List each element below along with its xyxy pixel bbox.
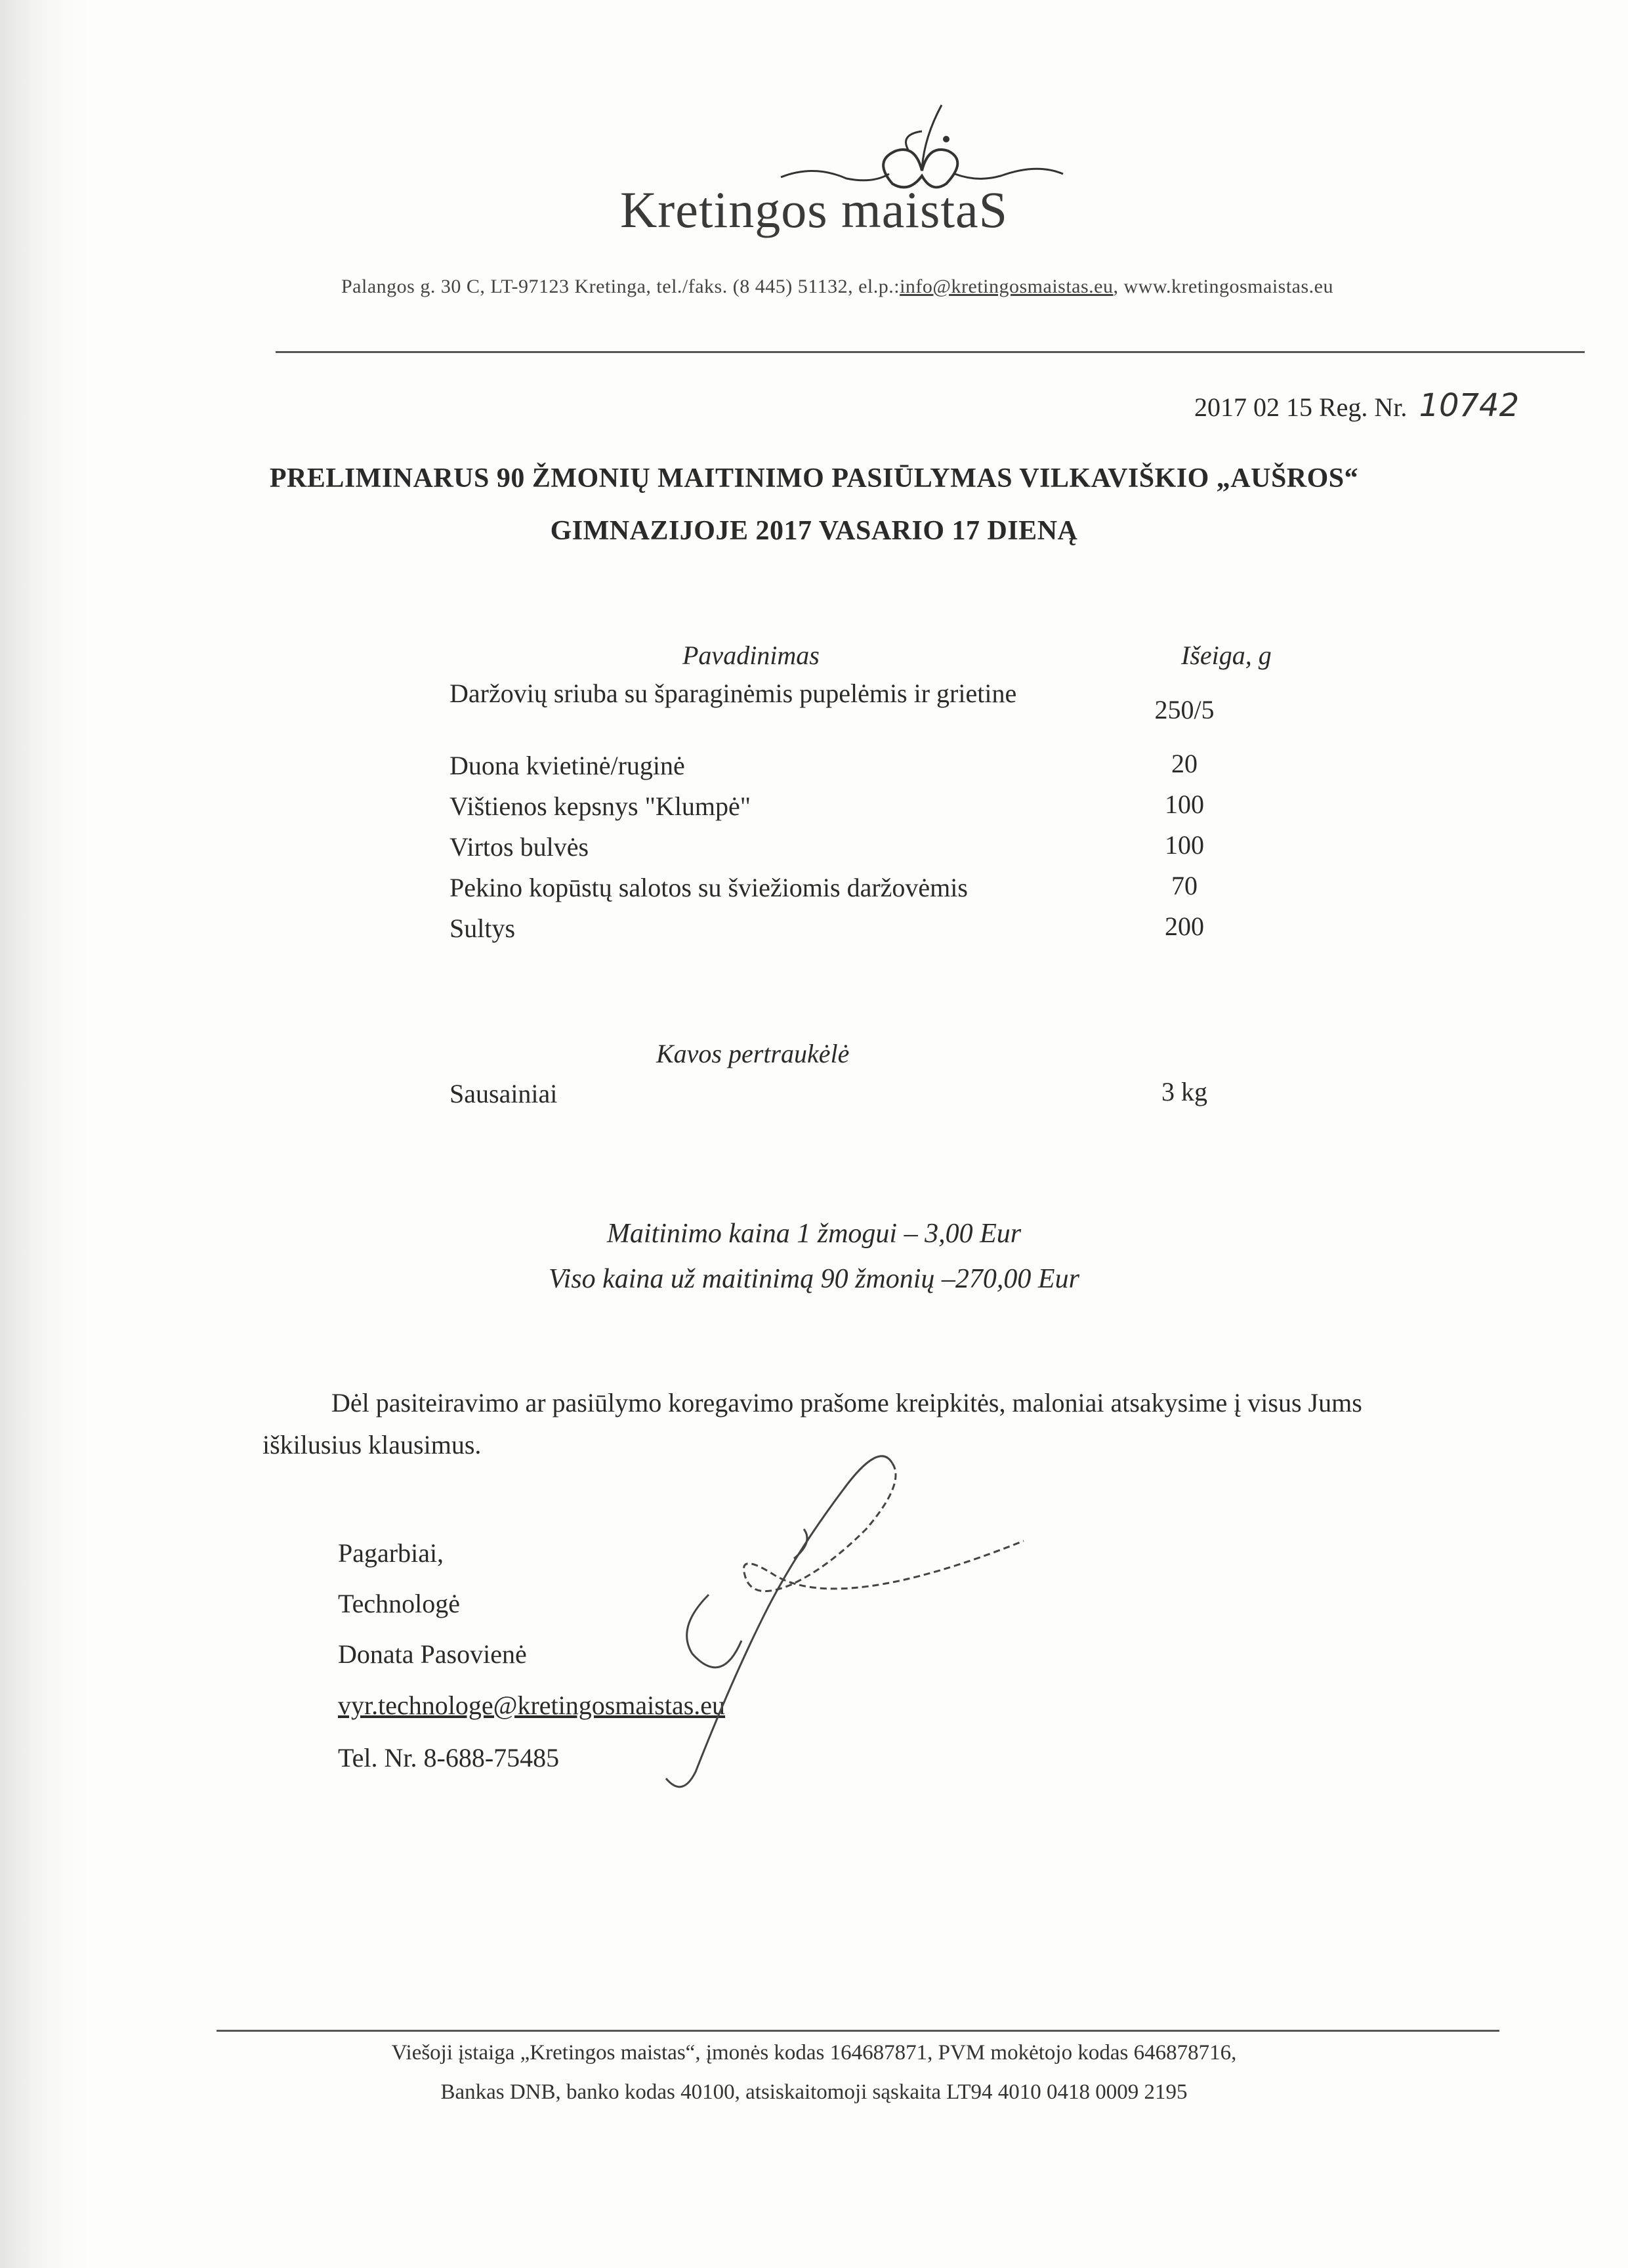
scan-edge-shadow [0,0,98,2268]
menu-item-name: Daržovių sriuba su šparaginėmis pupelėmis ir grietine [449,679,1017,708]
menu-item-yield: 70 [1171,871,1198,900]
menu-column-name-header: Pavadinimas [682,640,820,670]
header-divider [276,351,1585,353]
menu-row [449,676,1303,748]
contacts-website: , www.kretingosmaistas.eu [1113,276,1333,297]
signoff-name: Donata Pasovienė [338,1639,527,1669]
menu-column-yield-header: Išeiga, g [1181,640,1272,670]
footer-company-info: Viešoji įstaiga „Kretingos maistas“, įmonės kodas 164687871, PVM mokėtojo kodas 646878716, [391,2041,1237,2065]
menu-item-name: Duona kvietinė/ruginė [449,751,685,780]
menu-item-yield: 250/5 [1154,695,1215,724]
menu-row [449,830,1303,870]
menu-row [449,748,1303,789]
contacts-address: Palangos g. 30 C, LT-97123 Kretinga, tel./faks. (8 445) 51132, el.p.: [341,276,900,297]
body-paragraph-line2: iškilusius klausimus. [262,1430,482,1460]
menu-item-name: Pekino kopūstų salotos su šviežiomis daržovėmis [449,873,968,902]
footer-divider [217,2030,1499,2032]
signoff-role: Technologė [338,1589,461,1618]
signoff-phone: Tel. Nr. 8-688-75485 [338,1743,560,1773]
menu-item-yield: 100 [1165,830,1204,860]
registration-number-handwritten: 10742 [1419,387,1520,424]
menu-item-name: Sultys [449,914,516,943]
contacts-email-link[interactable]: info@kretingosmaistas.eu [900,276,1114,297]
signoff-greeting: Pagarbiai, [338,1538,444,1568]
company-contacts [341,276,1333,298]
body-paragraph-line1: Dėl pasiteiravimo ar pasiūlymo koregavimo prašome kreipkitės, maloniai atsakysime į visus Jums [331,1388,1362,1418]
footer-bank-info: Bankas DNB, banko kodas 40100, atsiskaitomoji sąskaita LT94 4010 0418 0009 2195 [440,2080,1188,2104]
menu-row [449,789,1303,830]
coffee-break-row [449,1076,1303,1117]
coffee-item-name: Sausainiai [449,1079,558,1108]
registration-date: 2017 02 15 Reg. Nr. [1194,392,1408,422]
menu-item-yield: 200 [1165,912,1204,941]
coffee-item-quantity: 3 kg [1161,1077,1207,1106]
menu-item-name: Virtos bulvės [449,832,589,862]
menu-item-name: Vištienos kepsnys "Klumpė" [449,791,751,821]
menu-item-yield: 100 [1165,789,1204,819]
document-title-line2: GIMNAZIJOJE 2017 VASARIO 17 DIENĄ [550,516,1078,546]
menu-item-yield: 20 [1171,749,1198,778]
price-per-person: Maitinimo kaina 1 žmogui – 3,00 Eur [606,1219,1022,1249]
handwritten-signature [617,1444,1037,1811]
company-brand-name: Kretingos maistaS [619,181,1009,238]
menu-row [449,870,1303,911]
menu-row [449,911,1303,952]
price-total: Viso kaina už maitinimą 90 žmonių –270,00 Eur [549,1264,1079,1294]
signoff-email-link[interactable]: vyr.technologe@kretingosmaistas.eu [338,1690,726,1720]
document-title-line1: PRELIMINARUS 90 ŽMONIŲ MAITINIMO PASIŪLYMAS VILKAVIŠKIO „AUŠROS“ [269,463,1359,494]
registration-line [1194,387,1519,424]
coffee-break-title: Kavos pertraukėlė [656,1039,850,1068]
